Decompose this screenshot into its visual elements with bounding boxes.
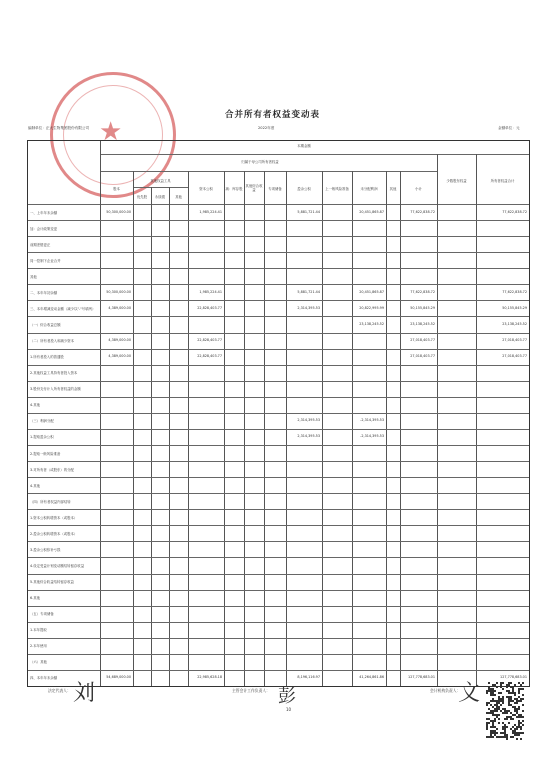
cell-surplus-reserve: 2,314,395.53 — [297, 434, 320, 439]
row-label: （四）所有者权益内部结转 — [30, 499, 71, 504]
cell-share-capital: 4,389,000.00 — [108, 354, 131, 359]
row-label: （二）所有者投入和减少资本 — [30, 339, 75, 344]
cell-subtotal: 23,138,245.52 — [410, 322, 435, 326]
cell-share-capital: 4,389,000.00 — [108, 305, 131, 310]
header-current-period: 本期金额 — [297, 144, 311, 148]
page-number: 10 — [286, 707, 292, 712]
row-label: （三）利润分配 — [30, 419, 54, 424]
cell-share-capital: 54,689,000.00 — [106, 675, 131, 680]
cell-undistributed: 23,138,245.52 — [359, 322, 384, 326]
row-label: 2.盈余公积转增资本（或股本） — [30, 531, 78, 536]
cell-undistributed: 41,264,861.86 — [359, 675, 384, 680]
cell-total: 27,018,403.77 — [502, 354, 527, 359]
cell-subtotal: 27,018,403.77 — [410, 338, 435, 343]
header-general-risk: 上一般风险准备 — [325, 187, 349, 191]
row-label: 3.对所有者（或股东）的分配 — [30, 467, 74, 472]
unit-label: 金额单位：元 — [498, 126, 520, 130]
row-label: （一）综合收益总额 — [30, 323, 61, 327]
cell-capital-reserve: 22,985,628.18 — [197, 675, 222, 680]
header-special-reserve: 专项储备 — [268, 187, 282, 191]
row-label: 前期差错更正 — [30, 242, 51, 247]
cell-total: 127,778,683.01 — [500, 675, 527, 680]
row-label: （五）专项储备 — [30, 612, 54, 617]
row-label: 3.盈余公积弥补亏损 — [30, 547, 61, 552]
cell-undistributed: 20,451,865.87 — [359, 209, 384, 214]
company-name: 编制单位：正大生物集团股份有限公司 — [28, 126, 90, 130]
cell-subtotal: 50,155,845.29 — [410, 305, 435, 310]
signature-accounting-head: 彭 — [278, 686, 298, 707]
accounting-dept-label: 会计机构负责人： — [430, 688, 461, 693]
cell-subtotal: 27,018,403.77 — [410, 354, 435, 359]
header-perpetual: 永续债 — [154, 195, 166, 199]
row-label: 其他 — [30, 274, 37, 279]
row-label: 同一控制下企业合并 — [30, 258, 61, 263]
row-label: 5.其他综合收益结转留存收益 — [30, 580, 74, 585]
header-treasury: 减：库存股 — [225, 187, 243, 191]
header-other-equity: 其他 — [175, 195, 182, 199]
cell-share-capital: 50,300,000.00 — [106, 289, 131, 294]
qr-code — [486, 682, 524, 740]
row-label: （六）其他 — [30, 660, 47, 665]
cell-undistributed: -2,314,395.53 — [360, 434, 384, 439]
cell-capital-reserve: 22,828,403.77 — [197, 338, 222, 343]
row-label: 2.本年使用 — [30, 644, 47, 649]
accounting-head-label: 主管会计工作负责人： — [232, 688, 270, 693]
cell-total: 77,622,838.72 — [502, 209, 527, 214]
header-capital-reserve: 资本公积 — [199, 187, 213, 191]
row-label: 2.其他权益工具持有者投入资本 — [30, 371, 78, 376]
row-label: 1.本年提取 — [30, 628, 47, 633]
cell-surplus-reserve: 5,881,721.44 — [297, 209, 320, 214]
cell-capital-reserve: 1,985,224.41 — [199, 289, 222, 294]
row-label: 二、本年年初余额 — [30, 290, 58, 295]
row-label: 一、上年年末余额 — [30, 210, 58, 215]
cell-total: 23,138,245.52 — [502, 322, 527, 326]
header-oci: 其他综合收益 — [245, 184, 263, 193]
cell-undistributed: 20,822,995.99 — [359, 305, 384, 310]
header-surplus-reserve: 盈余公积 — [297, 187, 311, 191]
cell-share-capital: 4,389,000.00 — [108, 338, 131, 343]
cell-total: 50,155,845.29 — [502, 305, 527, 310]
cell-capital-reserve: 22,828,403.77 — [197, 305, 222, 310]
header-other: 其他 — [389, 187, 397, 191]
signature-accounting-dept: 文 — [458, 681, 481, 706]
cell-undistributed: -2,314,395.53 — [360, 418, 384, 423]
header-other-equity-group: 其他权益工具 — [150, 179, 171, 183]
row-label: 1.提取盈余公积 — [30, 435, 54, 440]
row-label: 1.资本公积转增资本（或股本） — [30, 515, 78, 520]
page-title: 合并所有者权益变动表 — [224, 110, 320, 120]
header-parent-group: 归属于母公司所有者权益 — [241, 160, 279, 164]
row-label: 4.设定受益计划变动额结转留存收益 — [30, 564, 85, 568]
cell-surplus-reserve: 2,314,395.53 — [297, 418, 320, 423]
row-label: 三、本年增减变动金额（减少以"-"号填列） — [30, 306, 96, 311]
cell-surplus-reserve: 2,314,395.53 — [297, 305, 320, 310]
cell-total: 27,018,403.77 — [502, 338, 527, 343]
cell-subtotal: 77,622,838.72 — [410, 289, 435, 294]
row-label: 加：会计政策变更 — [30, 226, 58, 231]
row-label: 2.提取一般风险准备 — [30, 451, 61, 456]
row-label: 3.股份支付计入所有者权益的金额 — [30, 387, 81, 392]
header-share-capital: 股本 — [113, 187, 120, 191]
legal-rep-label: 法定代表人： — [48, 688, 71, 693]
header-minority: 少数股东权益 — [446, 179, 467, 183]
row-label: 1.所有者投入的普通股 — [30, 355, 64, 360]
report-period: 2022年度 — [258, 126, 275, 130]
cell-capital-reserve: 22,828,403.77 — [197, 354, 222, 359]
cell-total: 77,622,838.72 — [502, 289, 527, 294]
cell-subtotal: 127,778,683.01 — [408, 675, 435, 680]
company-seal: ★ — [50, 72, 176, 198]
header-preferred: 优先股 — [136, 195, 148, 199]
row-label: 四、本年年末余额 — [30, 676, 58, 681]
row-label: 4.其他 — [30, 483, 41, 488]
header-undistributed: 未分配利润 — [360, 187, 378, 191]
signature-legal-rep: 刘 — [73, 681, 96, 706]
cell-capital-reserve: 1,985,224.41 — [199, 209, 222, 214]
row-label: 4.其他 — [30, 403, 41, 408]
cell-undistributed: 20,451,865.87 — [359, 289, 384, 294]
cell-surplus-reserve: 5,881,721.44 — [297, 289, 320, 294]
cell-share-capital: 50,300,000.00 — [106, 209, 131, 214]
header-subtotal: 小计 — [415, 187, 422, 191]
header-total: 所有者权益合计 — [490, 179, 515, 183]
cell-subtotal: 77,622,838.72 — [410, 209, 435, 214]
cell-surplus-reserve: 8,196,116.97 — [297, 675, 320, 680]
equity-change-table — [27, 140, 530, 687]
row-label: 6.其他 — [30, 596, 41, 601]
